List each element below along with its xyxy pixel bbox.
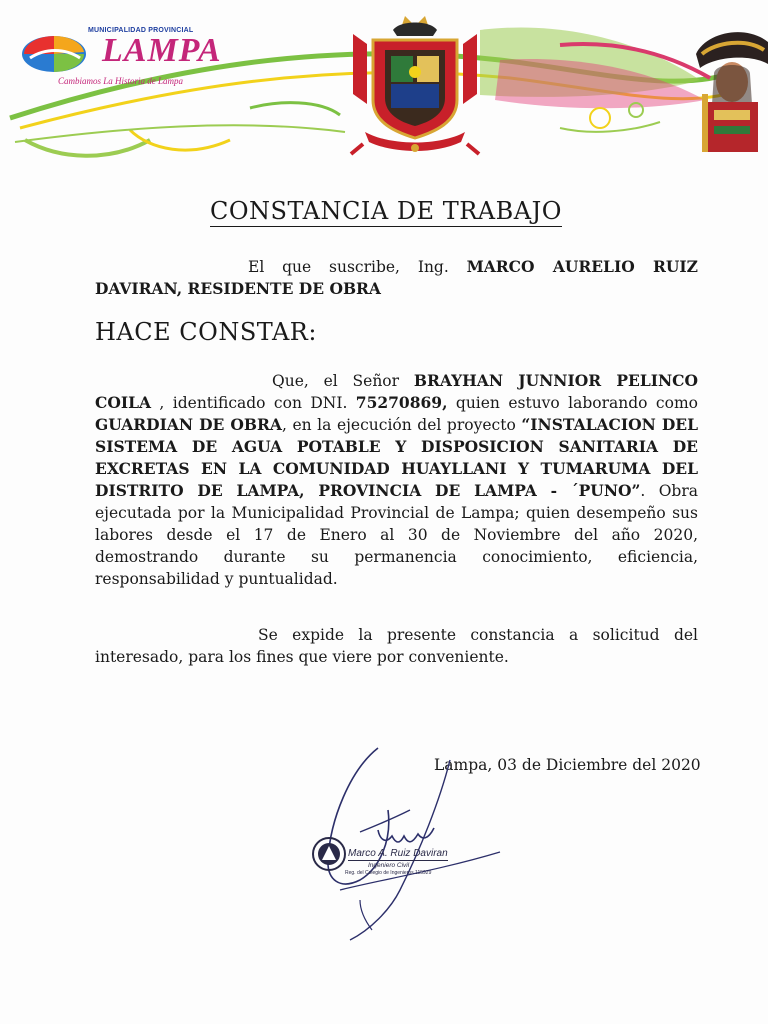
worker-name: BRAYHAN JUNNIOR PELINCO COILA xyxy=(95,371,698,412)
body-text-5: . Obra ejecutada por la Municipalidad Provincial de Lampa; quien desempeño sus labores desde el 17 de Enero al 30 de Noviembre del año 2020, demostrando durante su permanencia conocimiento, eficiencia, responsabilidad y puntualidad. xyxy=(95,482,698,588)
stamp-title: Ingeniero Civil xyxy=(368,862,410,869)
body-text-4: , en la ejecución del proyecto xyxy=(281,416,522,434)
intro-paragraph xyxy=(95,256,698,300)
coat-of-arms-icon xyxy=(345,14,485,159)
stamp-seal-icon xyxy=(311,836,347,872)
body-text-3: quien estuvo laborando como xyxy=(447,394,698,412)
body-paragraph xyxy=(95,370,698,590)
section-heading: HACE CONSTAR: xyxy=(95,318,317,346)
closing-paragraph: Se expide la presente constancia a solicitud del interesado, para los fines que viere por conveniente. xyxy=(95,626,698,666)
stamp-registration: Reg. del Colegio de Ingenieros 115929 xyxy=(345,870,432,876)
stamp-name: Marco A. Ruiz Daviran xyxy=(348,848,448,859)
document-title: CONSTANCIA DE TRABAJO xyxy=(210,197,562,225)
body-text-1: Que, el Señor xyxy=(272,372,414,390)
municipality-label: MUNICIPALIDAD PROVINCIAL xyxy=(88,27,194,34)
dni-number: 75270869, xyxy=(355,393,448,412)
logo-emblem-icon xyxy=(20,34,88,74)
intro-text: El que suscribe, Ing. xyxy=(248,258,467,276)
traditional-dancer-portrait-icon xyxy=(696,24,768,152)
project-name: “INSTALACION DEL SISTEMA DE AGUA POTABLE Y DISPOSICION SANITARIA DE EXCRETAS EN LA COMUNIDAD HUAYLLANI Y TUMARUMA DEL DISTRITO DE LAMPA, PROVINCIA DE LAMPA - ´PUNO” xyxy=(95,415,698,500)
logo-name: LAMPA xyxy=(102,32,222,69)
place-and-date: Lampa, 03 de Diciembre del 2020 xyxy=(434,756,701,774)
body-text-2: , identificado con DNI. xyxy=(151,394,356,412)
letterhead-banner xyxy=(0,0,768,175)
job-position: GUARDIAN DE OBRA xyxy=(95,415,282,434)
signer-name: MARCO AURELIO RUIZ DAVIRAN, RESIDENTE DE OBRA xyxy=(95,257,698,298)
municipality-logo xyxy=(18,24,222,94)
logo-slogan: Cambiamos La Historia de Lampa xyxy=(58,76,184,86)
